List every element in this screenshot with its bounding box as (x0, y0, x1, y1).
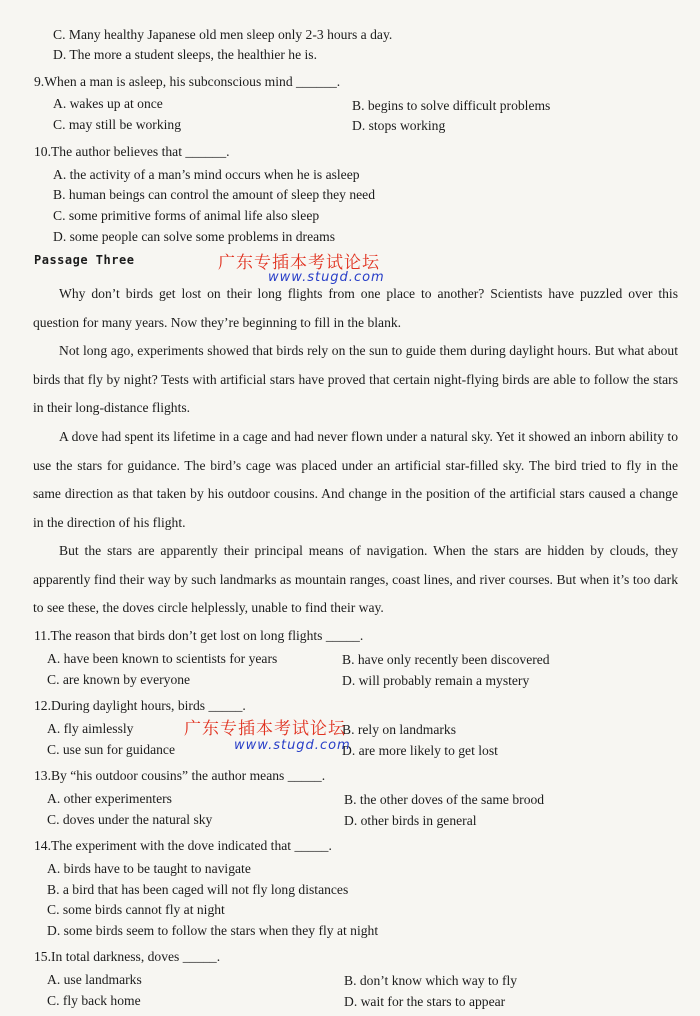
q11-stem: 11.The reason that birds don’t get lost on long flights _____. (34, 628, 364, 643)
passage-paragraph-4 (33, 537, 678, 623)
passage-paragraph-2 (33, 337, 678, 423)
q13-stem: 13.By “his outdoor cousins” the author means _____. (34, 768, 326, 783)
paragraph-text: Why don’t birds get lost on their long flights from one place to another? Scientists have puzzled over this question for many years. Now they’re beginning to fill in the blank. (33, 286, 678, 330)
q13-option-b: B. the other doves of the same brood (344, 792, 545, 807)
q12-option-a: A. fly aimlessly (47, 721, 134, 736)
q12-stem: 12.During daylight hours, birds _____. (34, 698, 246, 713)
q12-option-c: C. use sun for guidance (47, 742, 175, 757)
q11-option-b: B. have only recently been discovered (342, 652, 550, 667)
q14-stem: 14.The experiment with the dove indicated that _____. (34, 838, 332, 853)
watermark-text-2: 广东专插本考试论坛 (184, 719, 346, 739)
paragraph-text: A dove had spent its lifetime in a cage and had never flown under a natural sky. Yet it showed an inborn ability to use the stars for guidance. The bird’s cage was placed under an artificial star-filled sky. The bird tried to fly in the same direction as that taken by his outdoor cousins. And change in the position of the artificial stars caused a change in the direction of his flight. (33, 429, 678, 530)
watermark-text: 广东专插本考试论坛 (218, 253, 380, 273)
q12-option-b: B. rely on landmarks (342, 722, 457, 737)
q15-stem: 15.In total darkness, doves _____. (34, 949, 221, 964)
q13-option-c: C. doves under the natural sky (47, 812, 213, 827)
q15-option-a: A. use landmarks (47, 972, 142, 987)
q11-option-d: D. will probably remain a mystery (342, 673, 530, 688)
q10-option-c: C. some primitive forms of animal life also sleep (53, 208, 320, 223)
q9-option-b: B. begins to solve difficult problems (352, 98, 551, 113)
q10-option-b: B. human beings can control the amount of sleep they need (53, 187, 376, 202)
passage-paragraph-3 (33, 423, 678, 537)
paragraph-text: But the stars are apparently their principal means of navigation. When the stars are hidden by clouds, they apparently find their way by such landmarks as mountain ranges, coast lines, and river courses. But when it’s too dark to see these, the doves circle helplessly, unable to find their way. (33, 543, 678, 616)
passage-paragraph-1 (33, 280, 678, 337)
paragraph-text: Not long ago, experiments showed that birds rely on the sun to guide them during daylight hours. But what about birds that fly by night? Tests with artificial stars have proved that certain night-flying birds are able to follow the stars in their long-distance flights. (33, 343, 678, 416)
watermark-url-2: www.stugd.com (234, 738, 351, 753)
q15-option-d: D. wait for the stars to appear (344, 994, 506, 1009)
q14-option-a: A. birds have to be taught to navigate (47, 861, 251, 876)
q15-option-b: B. don’t know which way to fly (344, 973, 518, 988)
q10-option-a: A. the activity of a man’s mind occurs when he is asleep (53, 167, 360, 182)
q13-option-d: D. other birds in general (344, 813, 477, 828)
q8-option-d: D. The more a student sleeps, the healthier he is. (53, 47, 317, 62)
q9-option-c: C. may still be working (53, 117, 181, 132)
q11-option-a: A. have been known to scientists for years (47, 651, 278, 666)
passage-title: Passage Three (34, 253, 135, 267)
q14-option-c: C. some birds cannot fly at night (47, 902, 225, 917)
q10-stem: 10.The author believes that ______. (34, 144, 230, 159)
watermark-url: www.stugd.com (268, 270, 385, 285)
q9-option-a: A. wakes up at once (53, 96, 163, 111)
q14-option-d: D. some birds seem to follow the stars when they fly at night (47, 923, 379, 938)
q8-option-c: C. Many healthy Japanese old men sleep only 2-3 hours a day. (53, 27, 393, 42)
q14-option-b: B. a bird that has been caged will not fly long distances (47, 882, 349, 897)
q10-option-d: D. some people can solve some problems in dreams (53, 229, 336, 244)
q12-option-d: D. are more likely to get lost (342, 743, 498, 758)
q13-option-a: A. other experimenters (47, 791, 172, 806)
q9-option-d: D. stops working (352, 118, 446, 133)
q11-option-c: C. are known by everyone (47, 672, 191, 687)
q15-option-c: C. fly back home (47, 993, 141, 1008)
q9-stem: 9.When a man is asleep, his subconscious mind ______. (34, 74, 341, 89)
